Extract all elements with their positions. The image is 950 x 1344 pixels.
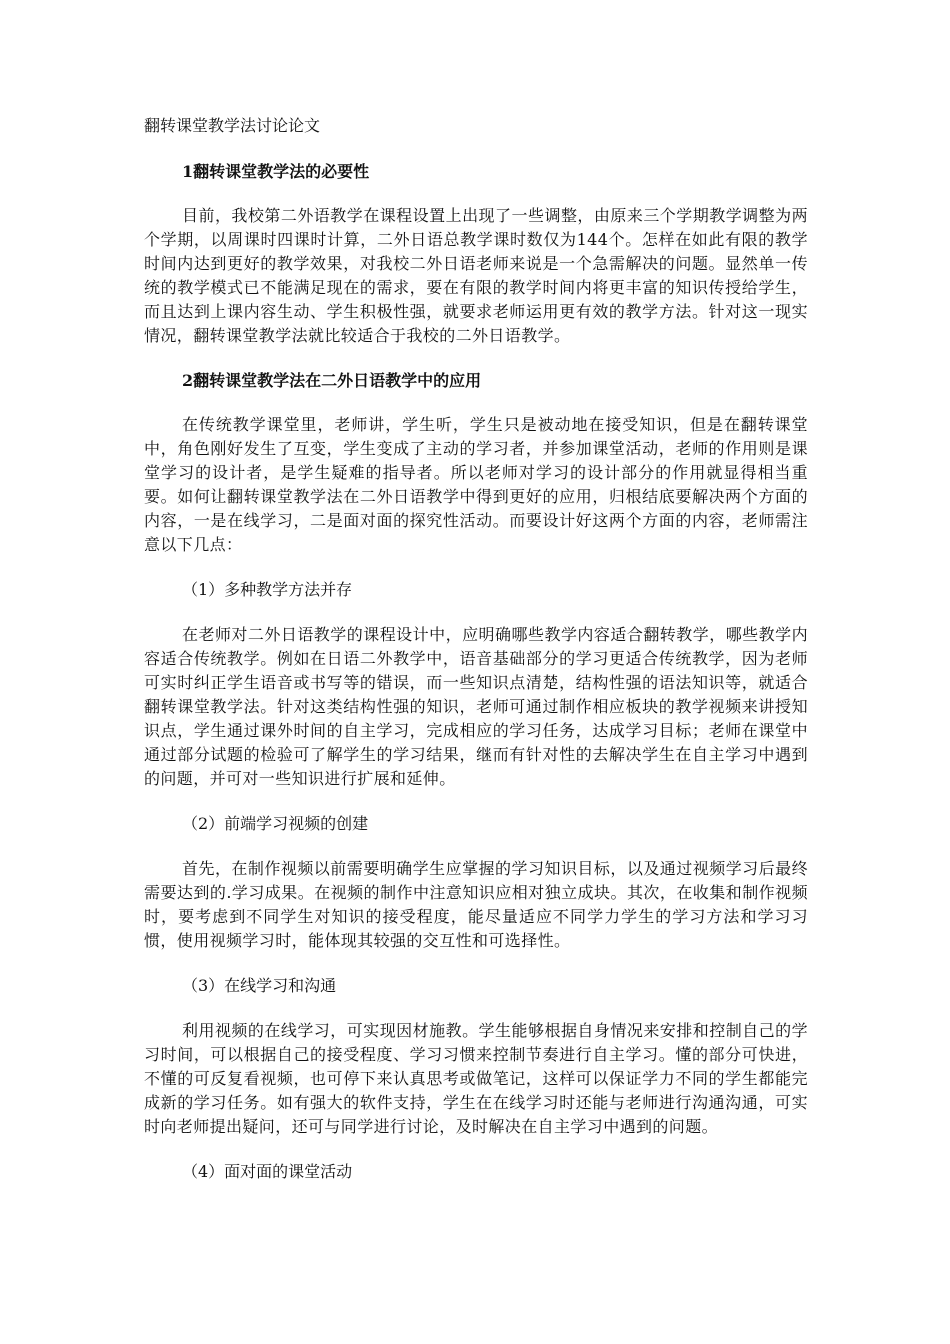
document-page bbox=[144, 108, 808, 1205]
subheading-1: （1）多种教学方法并存 bbox=[182, 580, 353, 599]
document-title: 翻转课堂教学法讨论论文 bbox=[144, 116, 321, 135]
paragraph-1: 目前，我校第二外语教学在课程设置上出现了一些调整，由原来三个学期教学调整为两个学期，以周课时四课时计算，二外日语总教学课时数仅为144个。怎样在如此有限的教学时间内达到更好的教学效果，对我校二外日语老师来说是一个急需解决的问题。显然单一传统的教学模式已不能满足现在的需求，要在有限的教学时间内将更丰富的知识传授给学生，而且达到上课内容生动、学生积极性强，就要求老师运用更有效的教学方法。针对这一现实情况，翻转课堂教学法就比较适合于我校的二外日语教学。 bbox=[144, 206, 808, 345]
paragraph-3: 在老师对二外日语教学的课程设计中，应明确哪些教学内容适合翻转教学，哪些教学内容适合传统教学。例如在日语二外教学中，语音基础部分的学习更适合传统教学，因为老师可实时纠正学生语音或书写等的错误，而一些知识点清楚，结构性强的语法知识等，就适合翻转课堂教学法。针对这类结构性强的知识，老师可通过制作相应板块的教学视频来讲授知识点，学生通过课外时间的自主学习，完成相应的学习任务，达成学习目标；老师在课堂中通过部分试题的检验可了解学生的学习结果，继而有针对性的去解决学生在自主学习中遇到的问题，并可对一些知识进行扩展和延伸。 bbox=[144, 625, 808, 788]
subheading-3: （3）在线学习和沟通 bbox=[182, 976, 337, 995]
section-heading-1: 1翻转课堂教学法的必要性 bbox=[182, 162, 370, 181]
subheading-4: （4）面对面的课堂活动 bbox=[182, 1162, 353, 1181]
subheading-2: （2）前端学习视频的创建 bbox=[182, 814, 369, 833]
paragraph-4: 首先，在制作视频以前需要明确学生应掌握的学习知识目标，以及通过视频学习后最终需要达到的.学习成果。在视频的制作中注意知识应相对独立成块。其次，在收集和制作视频时，要考虑到不同学生对知识的接受程度，能尽量适应不同学力学生的学习方法和学习习惯，使用视频学习时，能体现其较强的交互性和可选择性。 bbox=[144, 859, 808, 950]
paragraph-2: 在传统教学课堂里，老师讲，学生听，学生只是被动地在接受知识，但是在翻转课堂中，角色刚好发生了互变，学生变成了主动的学习者，并参加课堂活动，老师的作用则是课堂学习的设计者，是学生疑难的指导者。所以老师对学习的设计部分的作用就显得相当重要。如何让翻转课堂教学法在二外日语教学中得到更好的应用，归根结底要解决两个方面的内容，一是在线学习，二是面对面的探究性活动。而要设计好这两个方面的内容，老师需注意以下几点： bbox=[144, 415, 808, 554]
paragraph-5: 利用视频的在线学习，可实现因材施教。学生能够根据自身情况来安排和控制自己的学习时间，可以根据自己的接受程度、学习习惯来控制节奏进行自主学习。懂的部分可快进，不懂的可反复看视频，也可停下来认真思考或做笔记，这样可以保证学力不同的学生都能完成新的学习任务。如有强大的软件支持，学生在在线学习时还能与老师进行沟通沟通，可实时向老师提出疑问，还可与同学进行讨论，及时解决在自主学习中遇到的问题。 bbox=[144, 1021, 808, 1136]
section-heading-2: 2翻转课堂教学法在二外日语教学中的应用 bbox=[182, 371, 482, 390]
